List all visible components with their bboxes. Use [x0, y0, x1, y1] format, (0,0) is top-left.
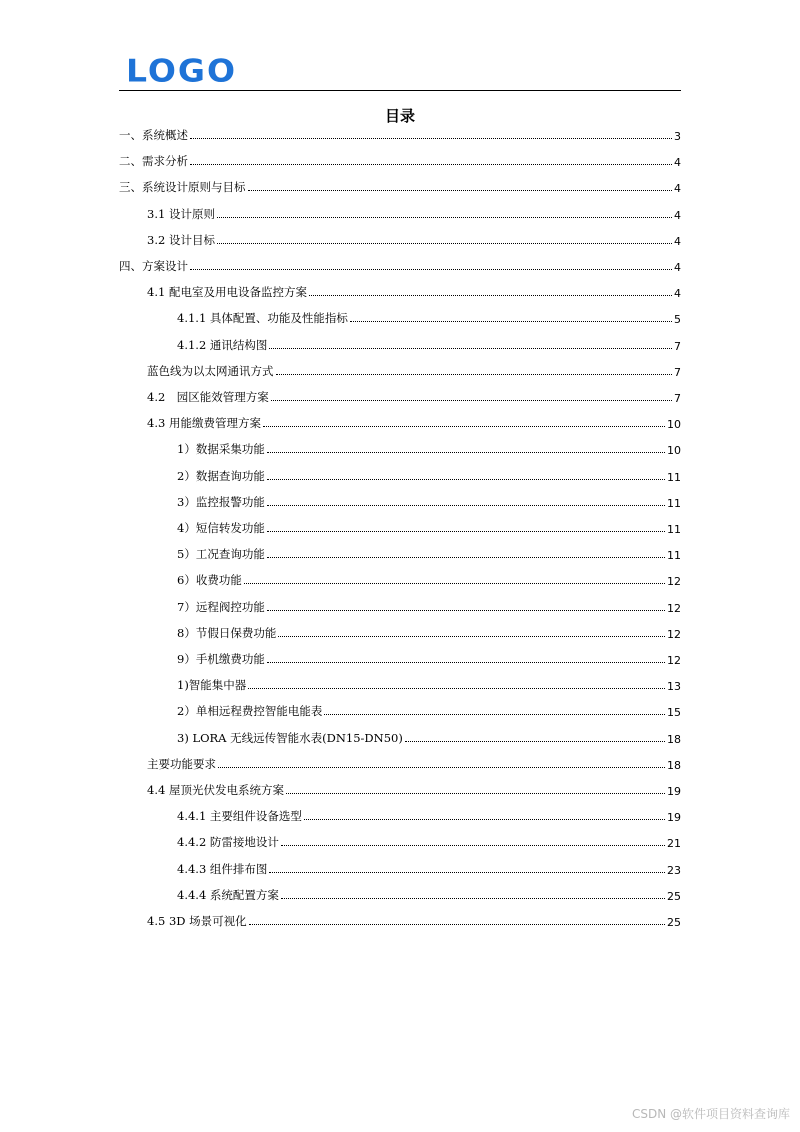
toc-entry-page: 5: [674, 313, 681, 326]
toc-entry[interactable]: [177, 464, 681, 484]
toc-entry-page: 7: [674, 392, 681, 405]
toc-dot-leader: [218, 766, 665, 768]
toc-entry-page: 21: [667, 837, 681, 850]
toc-entry-label: 1)智能集中器: [177, 678, 247, 692]
toc-entry-page: 25: [667, 916, 681, 929]
toc-dot-leader: [267, 556, 665, 558]
toc-entry-label: 4.4.4 系统配置方案: [177, 888, 279, 902]
toc-entry[interactable]: [177, 595, 681, 615]
toc-entry[interactable]: [147, 280, 681, 300]
toc-entry-label: 4.4.1 主要组件设备选型: [177, 809, 302, 823]
toc-entry-label: 三、系统设计原则与目标: [119, 180, 246, 194]
watermark: CSDN @软件项目资料查询库: [631, 1107, 790, 1121]
toc-entry-label: 4.1.2 通讯结构图: [177, 338, 268, 352]
toc-entry-page: 12: [667, 628, 681, 641]
toc-entry-label: 4.2 园区能效管理方案: [147, 390, 269, 404]
toc-entry-label: 8）节假日保费功能: [177, 626, 277, 640]
toc-entry-page: 11: [667, 471, 681, 484]
toc-entry-page: 10: [667, 418, 681, 431]
toc-entry-label: 3.1 设计原则: [147, 207, 215, 221]
toc-entry[interactable]: [119, 123, 681, 143]
toc-entry[interactable]: [119, 175, 681, 195]
toc-dot-leader: [263, 425, 665, 427]
toc-entry-label: 4.1.1 具体配置、功能及性能指标: [177, 311, 348, 325]
toc-entry-page: 3: [674, 130, 681, 143]
toc-dot-leader: [190, 137, 672, 139]
toc-entry[interactable]: [147, 909, 681, 929]
toc-dot-leader: [190, 268, 672, 270]
toc-entry[interactable]: [177, 804, 681, 824]
toc-entry-label: 2）数据查询功能: [177, 469, 265, 483]
toc-entry-label: 3）监控报警功能: [177, 495, 265, 509]
toc-dot-leader: [248, 687, 665, 689]
toc-entry-label: 1）数据采集功能: [177, 442, 265, 456]
toc-dot-leader: [281, 844, 665, 846]
toc-dot-leader: [217, 216, 672, 218]
toc-entry[interactable]: [177, 726, 681, 746]
toc-entry-label: 主要功能要求: [147, 757, 216, 771]
toc-dot-leader: [271, 399, 672, 401]
toc-entry[interactable]: [147, 202, 681, 222]
toc-entry-page: 15: [667, 706, 681, 719]
toc-entry[interactable]: [119, 149, 681, 169]
toc-dot-leader: [217, 242, 672, 244]
toc-entry-page: 19: [667, 811, 681, 824]
toc-entry-page: 25: [667, 890, 681, 903]
toc-entry-label: 4.1 配电室及用电设备监控方案: [147, 285, 307, 299]
toc-entry-label: 5）工况查询功能: [177, 547, 265, 561]
toc-entry-page: 4: [674, 182, 681, 195]
toc-entry-page: 4: [674, 209, 681, 222]
toc-dot-leader: [267, 530, 665, 532]
toc-entry-page: 4: [674, 261, 681, 274]
toc-entry-label: 3.2 设计目标: [147, 233, 215, 247]
toc-entry-page: 13: [667, 680, 681, 693]
toc-entry-page: 18: [667, 733, 681, 746]
toc-dot-leader: [304, 818, 665, 820]
toc-entry-label: 4.3 用能缴费管理方案: [147, 416, 261, 430]
toc-entry[interactable]: [177, 568, 681, 588]
toc-entry-page: 19: [667, 785, 681, 798]
toc-entry[interactable]: [177, 306, 681, 326]
toc-dot-leader: [248, 189, 673, 191]
toc-dot-leader: [276, 373, 673, 375]
toc-dot-leader: [267, 661, 665, 663]
toc-dot-leader: [309, 294, 672, 296]
toc-entry[interactable]: [177, 621, 681, 641]
toc-entry[interactable]: [147, 778, 681, 798]
toc-entry[interactable]: [147, 228, 681, 248]
toc-dot-leader: [190, 163, 672, 165]
toc-entry-label: 2）单相远程费控智能电能表: [177, 704, 323, 718]
toc-entry[interactable]: [177, 437, 681, 457]
toc-entry-page: 23: [667, 864, 681, 877]
toc-entry-label: 4）短信转发功能: [177, 521, 265, 535]
toc-entry-page: 18: [667, 759, 681, 772]
toc-entry[interactable]: [177, 333, 681, 353]
toc-entry[interactable]: [119, 254, 681, 274]
toc-entry-label: 3) LORA 无线远传智能水表(DN15-DN50): [177, 731, 403, 745]
toc-entry-page: 12: [667, 575, 681, 588]
logo: LOGO: [126, 51, 238, 90]
toc-dot-leader: [286, 792, 665, 794]
toc-entry-label: 9）手机缴费功能: [177, 652, 265, 666]
toc-entry-label: 二、需求分析: [119, 154, 188, 168]
toc-entry-page: 12: [667, 654, 681, 667]
toc-entry[interactable]: [177, 647, 681, 667]
toc-entry-page: 10: [667, 444, 681, 457]
toc-entry-label: 4.5 3D 场景可视化: [147, 914, 247, 928]
toc-entry-label: 7）远程阀控功能: [177, 600, 265, 614]
toc-entry[interactable]: [177, 673, 681, 693]
toc-entry[interactable]: [177, 516, 681, 536]
toc-entry-label: 6）收费功能: [177, 573, 242, 587]
toc-entry-label: 4.4 屋顶光伏发电系统方案: [147, 783, 284, 797]
toc-entry-label: 蓝色线为以太网通讯方式: [147, 364, 274, 378]
toc-dot-leader: [324, 713, 665, 715]
toc-entry-label: 一、系统概述: [119, 128, 188, 142]
toc-entry-label: 4.4.3 组件排布图: [177, 862, 268, 876]
toc-entry-label: 四、方案设计: [119, 259, 188, 273]
toc-dot-leader: [267, 504, 665, 506]
toc-dot-leader: [350, 320, 672, 322]
toc-dot-leader: [267, 478, 665, 480]
toc-entry[interactable]: [177, 699, 681, 719]
toc-dot-leader: [267, 451, 665, 453]
toc-entry-page: 12: [667, 602, 681, 615]
toc-dot-leader: [278, 635, 665, 637]
toc-entry[interactable]: [147, 411, 681, 431]
toc-title: 目录: [384, 107, 415, 125]
toc-dot-leader: [267, 609, 665, 611]
toc-dot-leader: [244, 582, 665, 584]
toc-dot-leader: [269, 871, 665, 873]
header-divider: [119, 90, 681, 91]
toc-entry-page: 4: [674, 235, 681, 248]
toc-entry[interactable]: [147, 752, 681, 772]
toc-entry-page: 11: [667, 523, 681, 536]
toc-entry[interactable]: [177, 830, 681, 850]
toc-entry-label: 4.4.2 防雷接地设计: [177, 835, 279, 849]
toc-entry-page: 11: [667, 497, 681, 510]
toc-entry[interactable]: [177, 883, 681, 903]
toc-dot-leader: [405, 740, 665, 742]
toc-dot-leader: [281, 897, 665, 899]
toc-entry-page: 7: [674, 340, 681, 353]
toc-entry[interactable]: [177, 857, 681, 877]
toc-entry[interactable]: [177, 490, 681, 510]
toc-entry[interactable]: [147, 359, 681, 379]
toc-entry[interactable]: [177, 542, 681, 562]
toc-entry[interactable]: [147, 385, 681, 405]
toc-dot-leader: [249, 923, 665, 925]
toc-entry-page: 4: [674, 287, 681, 300]
toc-entry-page: 4: [674, 156, 681, 169]
toc-dot-leader: [269, 347, 672, 349]
toc-entry-page: 7: [674, 366, 681, 379]
toc-entry-page: 11: [667, 549, 681, 562]
